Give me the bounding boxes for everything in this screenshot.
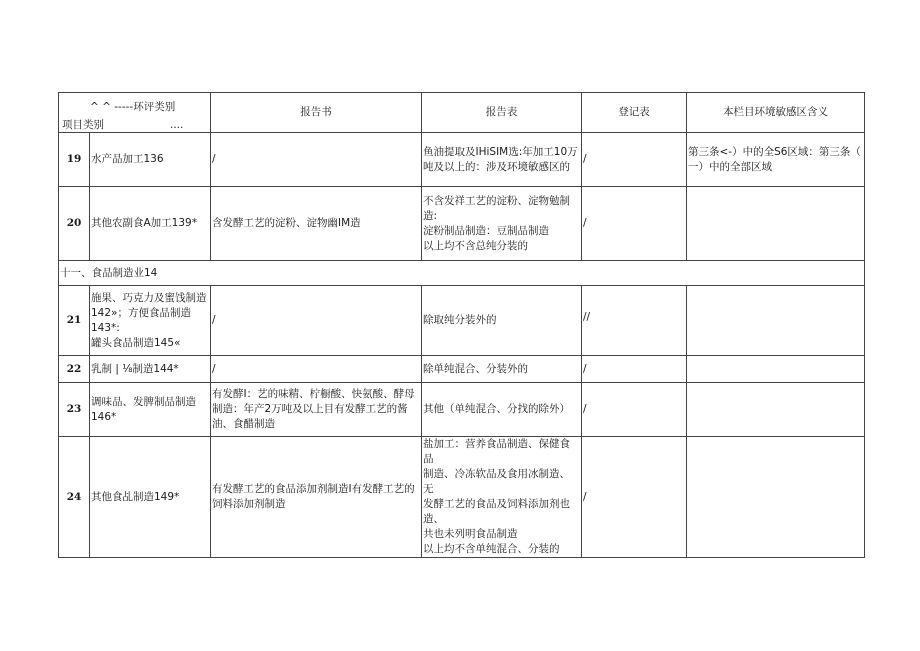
corner-top-label: ^ ^ -----环评类别 bbox=[90, 100, 176, 113]
row-report: / bbox=[211, 133, 422, 187]
table-row bbox=[59, 437, 865, 558]
table-row bbox=[59, 133, 865, 187]
section-row bbox=[59, 261, 865, 286]
row-category: 其他食乩制造149* bbox=[90, 437, 211, 558]
row-form: 盐加工：营养食品制造、保健食品 制造、冷冻软品及食用冰制造、无 发酵工艺的食品及饲料添加剂也造、 共也未列明食品制造 以上均不含单纯混合、分装的 bbox=[422, 437, 582, 558]
row-report: 含发酵工艺的淀粉、淀物幽IM造 bbox=[211, 187, 422, 261]
row-number: 19 bbox=[59, 133, 90, 187]
corner-right-label: .... bbox=[170, 118, 184, 131]
row-register: / bbox=[582, 356, 687, 383]
row-register: / bbox=[582, 187, 687, 261]
row-number: 21 bbox=[59, 286, 90, 356]
row-category: 其他农副食A加工139* bbox=[90, 187, 211, 261]
row-category: 乳制 | ⅛制造144* bbox=[90, 356, 211, 383]
row-report: 有发酵工艺的食品添加剂制造I有发酵工艺的 饲料添加剂制造 bbox=[211, 437, 422, 558]
row-register: / bbox=[582, 437, 687, 558]
row-report: / bbox=[211, 356, 422, 383]
row-form: 其他（单纯混合、分找的除外） bbox=[422, 383, 582, 437]
header-register: 登记表 bbox=[582, 93, 687, 133]
row-category: 水产品加工136 bbox=[90, 133, 211, 187]
row-sensitive bbox=[687, 356, 865, 383]
row-form: 除单纯混合、分装外的 bbox=[422, 356, 582, 383]
table-row bbox=[59, 383, 865, 437]
row-category: 调味品、发脾制品制造 146* bbox=[90, 383, 211, 437]
row-number: 22 bbox=[59, 356, 90, 383]
row-register: / bbox=[582, 133, 687, 187]
row-report: 有发酵I：艺的味精、柠橱酸、快氨酸、酵母 制造：年产2万吨及以上目有发酵工艺的酱 油、食醋制造 bbox=[211, 383, 422, 437]
row-number: 23 bbox=[59, 383, 90, 437]
row-register: // bbox=[582, 286, 687, 356]
header-report: 报告书 bbox=[211, 93, 422, 133]
row-category: 施果、巧克力及蜜饯制造 142»；方便食品制造143*: 罐头食品制造145« bbox=[90, 286, 211, 356]
row-sensitive bbox=[687, 286, 865, 356]
row-sensitive bbox=[687, 437, 865, 558]
table-row bbox=[59, 187, 865, 261]
header-row bbox=[59, 93, 865, 133]
row-form: 不含发祥工艺的淀粉、淀物勉制造: 淀粉制品制造：豆制品制造 以上均不含总纯分装的 bbox=[422, 187, 582, 261]
row-form: 鱼油提取及IHiSIM选:年加工10万 吨及以上的：涉及环境敏感区的 bbox=[422, 133, 582, 187]
table-row bbox=[59, 356, 865, 383]
corner-left-label: 项目类别 bbox=[62, 118, 104, 131]
section-title: 十一、食品制造业14 bbox=[59, 261, 865, 286]
row-sensitive bbox=[687, 383, 865, 437]
row-report: / bbox=[211, 286, 422, 356]
table-row bbox=[59, 286, 865, 356]
row-number: 20 bbox=[59, 187, 90, 261]
row-form: 除取纯分装外的 bbox=[422, 286, 582, 356]
header-sensitive: 本栏目环境敏感区含义 bbox=[687, 93, 865, 133]
row-register: / bbox=[582, 383, 687, 437]
row-sensitive bbox=[687, 187, 865, 261]
environmental-classification-table bbox=[58, 92, 865, 558]
corner-cell bbox=[59, 93, 211, 133]
row-number: 24 bbox=[59, 437, 90, 558]
header-form: 报告表 bbox=[422, 93, 582, 133]
row-sensitive: 第三条<-）中的全S6区域：第三条（ 一）中的全部区域 bbox=[687, 133, 865, 187]
